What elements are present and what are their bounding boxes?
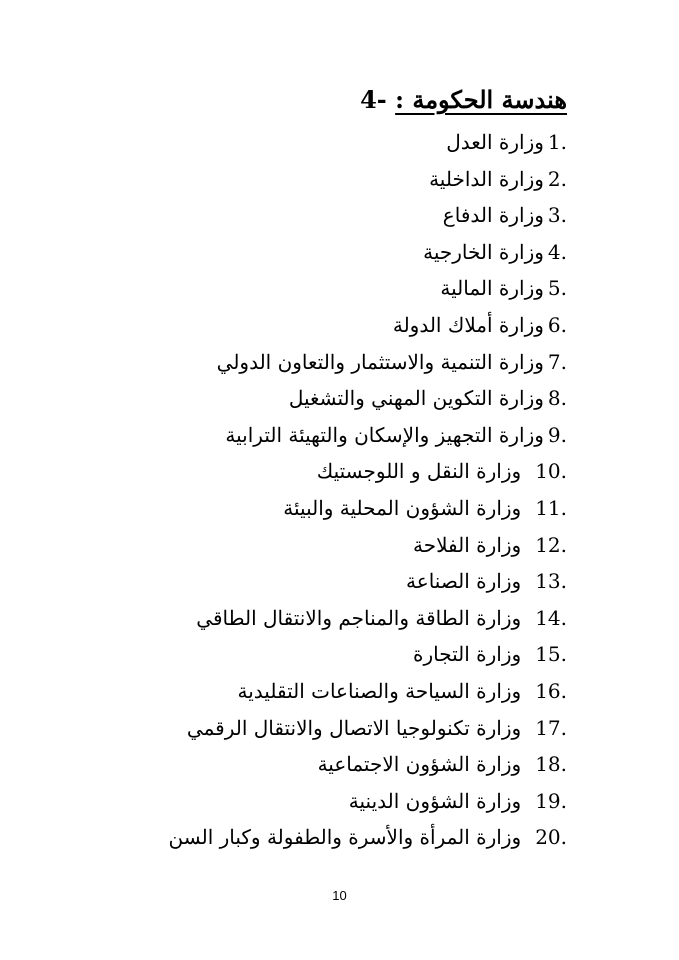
list-item (97, 417, 567, 454)
item-text: وزارة الصناعة (406, 569, 522, 594)
list-item (97, 746, 567, 783)
item-number: 13. (535, 569, 567, 594)
list-item (97, 270, 567, 307)
item-text: وزارة النقل و اللوجستيك (316, 459, 522, 484)
list-item (97, 527, 567, 564)
item-text: وزارة التنمية والاستثمار والتعاون الدولي (216, 349, 544, 374)
item-number: 2. (547, 166, 567, 191)
item-text: وزارة الشؤون المحلية والبيئة (283, 495, 522, 520)
item-number: 15. (535, 642, 567, 667)
item-number: 6. (547, 312, 567, 337)
item-number: 16. (535, 678, 567, 703)
item-text: وزارة التجهيز والإسكان والتهيئة الترابية (225, 422, 544, 447)
list-item (97, 710, 567, 747)
list-item (97, 344, 567, 381)
item-text: وزارة الدفاع (442, 203, 544, 228)
item-number: 3. (547, 203, 567, 228)
list-item (97, 673, 567, 710)
item-number: 11. (535, 495, 567, 520)
item-text: وزارة الشؤون الاجتماعية (317, 752, 522, 777)
list-item (97, 161, 567, 198)
item-text: وزارة المرأة والأسرة والطفولة وكبار السن (168, 825, 522, 850)
item-number: 1. (547, 130, 567, 154)
section-number: -4 (360, 85, 387, 114)
item-number: 9. (547, 422, 567, 447)
list-item (97, 819, 567, 856)
item-number: 4. (547, 239, 567, 264)
ministry-list (97, 124, 567, 856)
item-number: 8. (547, 386, 567, 411)
content-block (97, 82, 567, 856)
list-item (97, 124, 567, 161)
item-number: 10. (535, 459, 567, 484)
item-text: وزارة الشؤون الدينية (348, 788, 522, 813)
list-item (97, 307, 567, 344)
item-text: وزارة التجارة (412, 642, 522, 667)
list-item (97, 600, 567, 637)
item-number: 18. (535, 752, 567, 777)
item-text: وزارة أملاك الدولة (392, 312, 544, 337)
list-item (97, 783, 567, 820)
list-item (97, 197, 567, 234)
list-item (97, 380, 567, 417)
item-number: 14. (535, 605, 567, 630)
item-text: وزارة الفلاحة (413, 532, 522, 557)
list-item (97, 490, 567, 527)
page-number: 10 (332, 888, 347, 903)
item-number: 5. (547, 276, 567, 301)
list-item (97, 234, 567, 271)
section-title: هندسة الحكومة : (395, 85, 567, 114)
item-number: 20. (535, 825, 567, 850)
item-text: وزارة المالية (440, 276, 544, 301)
item-number: 7. (547, 349, 567, 374)
item-text: وزارة العدل (446, 130, 544, 154)
item-text: وزارة الخارجية (423, 239, 544, 264)
item-number: 12. (535, 532, 567, 557)
section-heading (97, 82, 567, 118)
item-number: 17. (535, 715, 567, 740)
item-text: وزارة تكنولوجيا الاتصال والانتقال الرقمي (186, 715, 522, 740)
list-item (97, 563, 567, 600)
item-text: وزارة التكوين المهني والتشغيل (288, 386, 544, 411)
list-item (97, 453, 567, 490)
item-text: وزارة الطاقة والمناجم والانتقال الطاقي (196, 605, 522, 630)
item-text: وزارة السياحة والصناعات التقليدية (237, 678, 522, 703)
item-number: 19. (535, 788, 567, 813)
list-item (97, 636, 567, 673)
item-text: وزارة الداخلية (429, 166, 544, 191)
